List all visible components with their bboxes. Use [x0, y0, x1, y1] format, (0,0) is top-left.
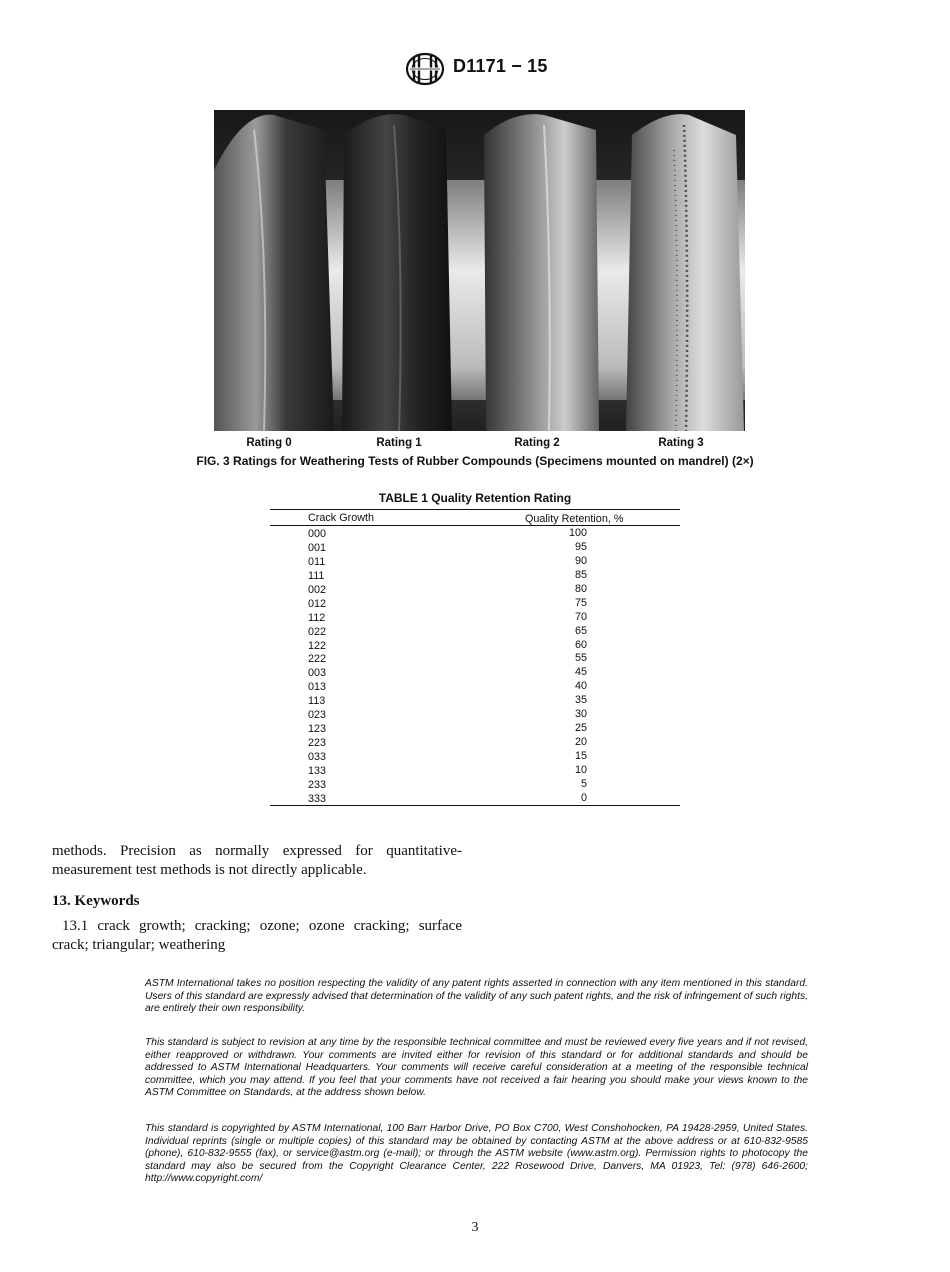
column-header-crack-growth: Crack Growth	[308, 512, 374, 524]
column-header-quality-retention: Quality Retention, %	[525, 513, 624, 525]
precision-paragraph	[52, 842, 462, 880]
precision-line-2: measurement test methods is not directly applicable.	[52, 862, 367, 878]
crack-growth-cell: 033	[308, 751, 327, 763]
keywords-paragraph	[52, 917, 462, 955]
table-row	[270, 763, 680, 777]
keywords-line-2: crack; triangular; weathering	[52, 937, 226, 953]
quality-retention-cell: 95	[574, 540, 587, 553]
table-row	[270, 610, 680, 624]
quality-retention-cell: 80	[574, 582, 587, 595]
table-row	[270, 624, 680, 638]
crack-growth-cell: 113	[308, 695, 326, 708]
crack-growth-cell: 012	[308, 597, 327, 610]
crack-growth-cell: 111	[308, 569, 325, 582]
crack-growth-cell: 023	[308, 709, 327, 722]
table-row	[270, 651, 680, 665]
keywords-heading: 13. Keywords	[52, 893, 140, 909]
quality-retention-cell: 40	[574, 680, 587, 693]
rating-label-0: Rating 0	[246, 437, 292, 449]
crack-growth-cell: 011	[308, 555, 326, 568]
table-row	[270, 568, 680, 582]
crack-growth-cell: 013	[308, 681, 327, 694]
quality-retention-cell: 100	[568, 527, 587, 539]
document-id: D1171 − 15	[453, 56, 548, 76]
crack-growth-cell: 133	[308, 764, 327, 777]
table-row	[270, 777, 680, 791]
keywords-line-1: 13.1 crack growth; cracking; ozone; ozone cracking; surface	[62, 918, 462, 934]
page-header	[0, 52, 950, 88]
quality-retention-cell: 35	[574, 694, 587, 707]
quality-retention-cell: 5	[580, 777, 587, 790]
table-row	[270, 679, 680, 693]
specimen-photo-icon	[214, 110, 745, 431]
table-row	[270, 721, 680, 735]
quality-retention-cell: 85	[574, 568, 587, 581]
table-row	[270, 582, 680, 596]
table-row	[270, 665, 680, 679]
crack-growth-cell: 223	[308, 737, 327, 750]
quality-retention-table	[270, 509, 680, 806]
quality-retention-cell: 55	[574, 652, 587, 665]
table-row	[270, 791, 680, 805]
table-row	[270, 693, 680, 707]
rating-label-2: Rating 2	[514, 437, 560, 449]
table-row	[270, 735, 680, 749]
rating-label-1: Rating 1	[376, 437, 422, 449]
crack-growth-cell: 003	[308, 667, 327, 680]
precision-line-1: methods. Precision as normally expressed for quantitative-	[52, 843, 462, 859]
crack-growth-cell: 122	[308, 639, 327, 652]
rating-labels	[0, 437, 950, 453]
quality-retention-cell: 10	[574, 763, 587, 776]
quality-retention-cell: 25	[574, 722, 587, 735]
table-title: TABLE 1 Quality Retention Rating	[378, 491, 572, 505]
crack-growth-cell: 000	[308, 528, 327, 540]
quality-retention-cell: 20	[574, 736, 587, 749]
table-row	[270, 526, 680, 540]
astm-logo-icon	[405, 52, 445, 86]
table-body	[270, 526, 680, 805]
page-number: 3	[471, 1220, 479, 1235]
patent-notice: ASTM International takes no position respecting the validity of any patent rights asserted in connection with any item mentioned in this standard. Users of this standard are expressly advised that determination of the validity of any such patent rights, and the risk of infringement of such rights, are entirely their own responsibility.	[145, 978, 808, 1015]
quality-retention-cell: 75	[574, 596, 587, 609]
crack-growth-cell: 333	[308, 792, 327, 805]
table-header-row	[270, 510, 680, 526]
quality-retention-cell: 60	[574, 638, 587, 651]
quality-retention-cell: 90	[574, 554, 587, 567]
crack-growth-cell: 222	[308, 653, 327, 666]
revision-notice: This standard is subject to revision at any time by the responsible technical committee and must be reviewed every five years and if not revised, either reapproved or withdrawn. Your comments are invited either for revision of this standard or for additional standards and should be addressed to ASTM International Headquarters. Your comments will receive careful consideration at a meeting of the responsible technical committee, which you may attend. If you feel that your comments have not received a fair hearing you should make your views known to the ASTM Committee on Standards, at the address shown below.	[145, 1037, 808, 1099]
rating-label-3: Rating 3	[658, 437, 704, 449]
quality-retention-cell: 0	[580, 791, 587, 804]
figure-caption: FIG. 3 Ratings for Weathering Tests of Rubber Compounds (Specimens mounted on mandrel) (2×)	[196, 454, 754, 468]
quality-retention-cell: 65	[574, 624, 587, 637]
crack-growth-cell: 001	[308, 541, 327, 554]
table-row	[270, 554, 680, 568]
table-row	[270, 596, 680, 610]
crack-growth-cell: 233	[308, 778, 327, 791]
crack-growth-cell: 123	[308, 723, 327, 736]
specimen-photo	[214, 110, 745, 431]
table-row	[270, 638, 680, 652]
crack-growth-cell: 022	[308, 625, 327, 638]
crack-growth-cell: 002	[308, 583, 327, 596]
table-row	[270, 749, 680, 763]
quality-retention-cell: 15	[574, 750, 587, 762]
table-row	[270, 540, 680, 554]
quality-retention-cell: 45	[574, 666, 587, 679]
quality-retention-cell: 70	[574, 610, 587, 623]
copyright-notice: This standard is copyrighted by ASTM International, 100 Barr Harbor Drive, PO Box C700, West Conshohocken, PA 19428-2959, United States. Individual reprints (single or multiple copies) of this standard may be obtained by contacting ASTM at the above address or at 610-832-9585 (phone), 610-832-9555 (fax), or service@astm.org (e-mail); or through the ASTM website (www.astm.org). Permission rights to photocopy the standard may also be secured from the Copyright Clearance Center, 222 Rosewood Drive, Danvers, MA 01923, Tel: (978) 646-2600; http://www.copyright.com/	[145, 1123, 808, 1185]
table-row	[270, 707, 680, 721]
quality-retention-cell: 30	[574, 708, 587, 721]
crack-growth-cell: 112	[308, 611, 326, 624]
